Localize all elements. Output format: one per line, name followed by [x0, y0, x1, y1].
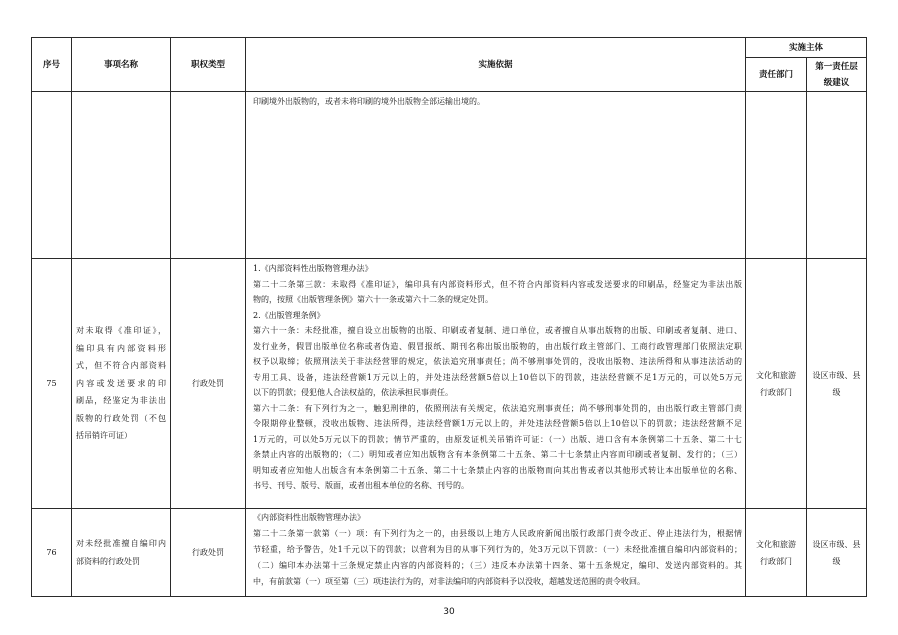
basis-line: 《内部资料性出版物管理办法》 — [253, 513, 365, 522]
cell-power-type: 行政处罚 — [171, 259, 246, 509]
authority-table — [31, 37, 867, 597]
item-name-line: 版物的行政处罚（不包 — [76, 413, 166, 423]
item-name-line: 部资料的行政处罚 — [76, 556, 140, 566]
department-line: 文化和旅游 — [756, 539, 796, 549]
basis-line: 专用工具、设备，违法经营额1万元以上的，并处违法经营额5倍以上10倍以下的罚款，违法经营额不足1万元的，可以处5万元 — [253, 372, 742, 382]
basis-line: 1.《内部资料性出版物管理办法》 — [253, 264, 373, 273]
header-power-type: 职权类型 — [171, 38, 246, 92]
header-level-line: 级建议 — [823, 77, 850, 88]
table-row — [32, 509, 867, 597]
header-index: 序号 — [32, 38, 72, 92]
header-basis: 实施依据 — [246, 38, 746, 92]
basis-line: 发行业务，假冒出版单位名称或者伪造、假冒报纸、期刊名称出版出版物的，由出版行政主管部门、工商行政管理部门依照法定职 — [253, 341, 742, 351]
header-department: 责任部门 — [746, 58, 807, 92]
basis-line: 权予以取缔；依照刑法关于非法经营罪的规定，依法追究刑事责任；尚不够刑事处罚的，没收出版物、违法所得和从事违法活动的 — [253, 357, 742, 366]
basis-line: 1万元的，可以处5万元以下的罚款；情节严重的，由原发证机关吊销许可证：（一）出版、进口含有本条例第二十五条、第二十七 — [253, 434, 742, 444]
basis-line: 条禁止内容的出版物的；（二）明知或者应知出版物含有本条例第二十五条、第二十七条禁止内容而印刷或者复制、发行的；（三） — [253, 450, 742, 459]
table-row — [32, 259, 867, 509]
cell-level — [807, 509, 867, 597]
item-name-line: 刷品，经鉴定为非法出 — [76, 396, 166, 406]
cell-level — [807, 92, 867, 259]
basis-line: （二）编印本办法第十三条规定禁止内容的内部资料的；（三）违反本办法第十四条、第十五条规定，编印、发送内部资料的。其 — [253, 561, 742, 570]
basis-line: 印刷境外出版物的，或者未将印刷的境外出版物全部运输出境的。 — [253, 97, 485, 106]
basis-line: 2.《出版管理条例》 — [253, 310, 325, 320]
cell-level — [807, 259, 867, 509]
basis-line: 第六十一条：未经批准，擅自设立出版物的出版、印刷或者复制、进口单位，或者擅自从事出版物的出版、印刷或者复制、进口、 — [253, 326, 742, 335]
department-line: 文化和旅游 — [756, 370, 796, 380]
basis-line: 第六十二条：有下列行为之一，触犯刑律的，依照刑法有关规定，依法追究刑事责任；尚不够刑事处罚的，由出版行政主管部门责 — [253, 403, 742, 413]
cell-department — [746, 259, 807, 509]
basis-line: 令限期停业整顿，没收出版物、违法所得，违法经营额1万元以上的，并处违法经营额5倍以上10倍以下的罚款；违法经营额不足 — [253, 419, 742, 428]
cell-department — [746, 92, 807, 259]
basis-line: 第二十二条第一款第（一）项：有下列行为之一的，由县级以上地方人民政府新闻出版行政部门责令改正、停止违法行为，根据情 — [253, 529, 742, 538]
table-row — [32, 92, 867, 259]
cell-department — [746, 509, 807, 597]
cell-power-type — [171, 92, 246, 259]
table-header — [32, 38, 867, 92]
basis-line: 中，有前款第（一）项至第（三）项违法行为的，对非法编印的内部资料予以没收，超越发送范围的责令收回。 — [253, 577, 645, 586]
cell-index — [32, 92, 72, 259]
cell-basis — [246, 259, 746, 509]
basis-line: 物的，按照《出版管理条例》第六十一条或第六十二条的规定处罚。 — [253, 295, 493, 304]
level-line: 设区市级、县 — [812, 370, 861, 380]
item-name-line: 对未经批准擅自编印内 — [76, 539, 166, 548]
department-line: 行政部门 — [760, 387, 792, 397]
item-name-line: 括吊销许可证） — [76, 431, 132, 441]
cell-index: 75 — [32, 259, 72, 509]
header-item-name: 事项名称 — [72, 38, 171, 92]
cell-power-type: 行政处罚 — [171, 509, 246, 597]
cell-index: 76 — [32, 509, 72, 597]
cell-item-name — [72, 92, 171, 259]
basis-line: 以下的罚款；侵犯他人合法权益的，依法承担民事责任。 — [253, 388, 453, 397]
item-name-line: 内容或发送要求的印 — [76, 378, 166, 388]
cell-basis — [246, 509, 746, 597]
basis-line: 第二十二条第三款：未取得《准印证》，编印具有内部资料形式，但不符合内部资料内容或发送要求的印刷品，经鉴定为非法出版 — [253, 279, 742, 289]
header-level-line: 第一责任层 — [815, 61, 858, 72]
department-line: 行政部门 — [760, 556, 792, 566]
level-line: 级 — [832, 387, 841, 397]
item-name-line: 对未取得《准印证》， — [76, 326, 166, 336]
item-name-line: 式，但不符合内部资料 — [76, 361, 166, 371]
basis-line: 明知或者应知他人出版含有本条例第二十五条、第二十七条禁止内容的出版物而向其出售或者以其他形式转让本出版单位的名称、 — [253, 465, 742, 475]
header-level — [807, 58, 867, 92]
item-name-line: 编印具有内部资料形 — [76, 343, 166, 353]
cell-item-name — [72, 259, 171, 509]
header-subject: 实施主体 — [746, 38, 867, 58]
cell-item-name — [72, 509, 171, 597]
page-number: 30 — [443, 607, 455, 617]
level-line: 级 — [832, 556, 841, 566]
cell-basis — [246, 92, 746, 259]
basis-line: 书号、刊号、版号、版面，或者出租本单位的名称、刊号的。 — [253, 481, 469, 490]
level-line: 设区市级、县 — [812, 539, 861, 549]
basis-line: 节轻重，给予警告，处1千元以下的罚款；以营利为目的从事下列行为的，处3万元以下罚款：（一）未经批准擅自编印内部资料的； — [253, 545, 742, 554]
